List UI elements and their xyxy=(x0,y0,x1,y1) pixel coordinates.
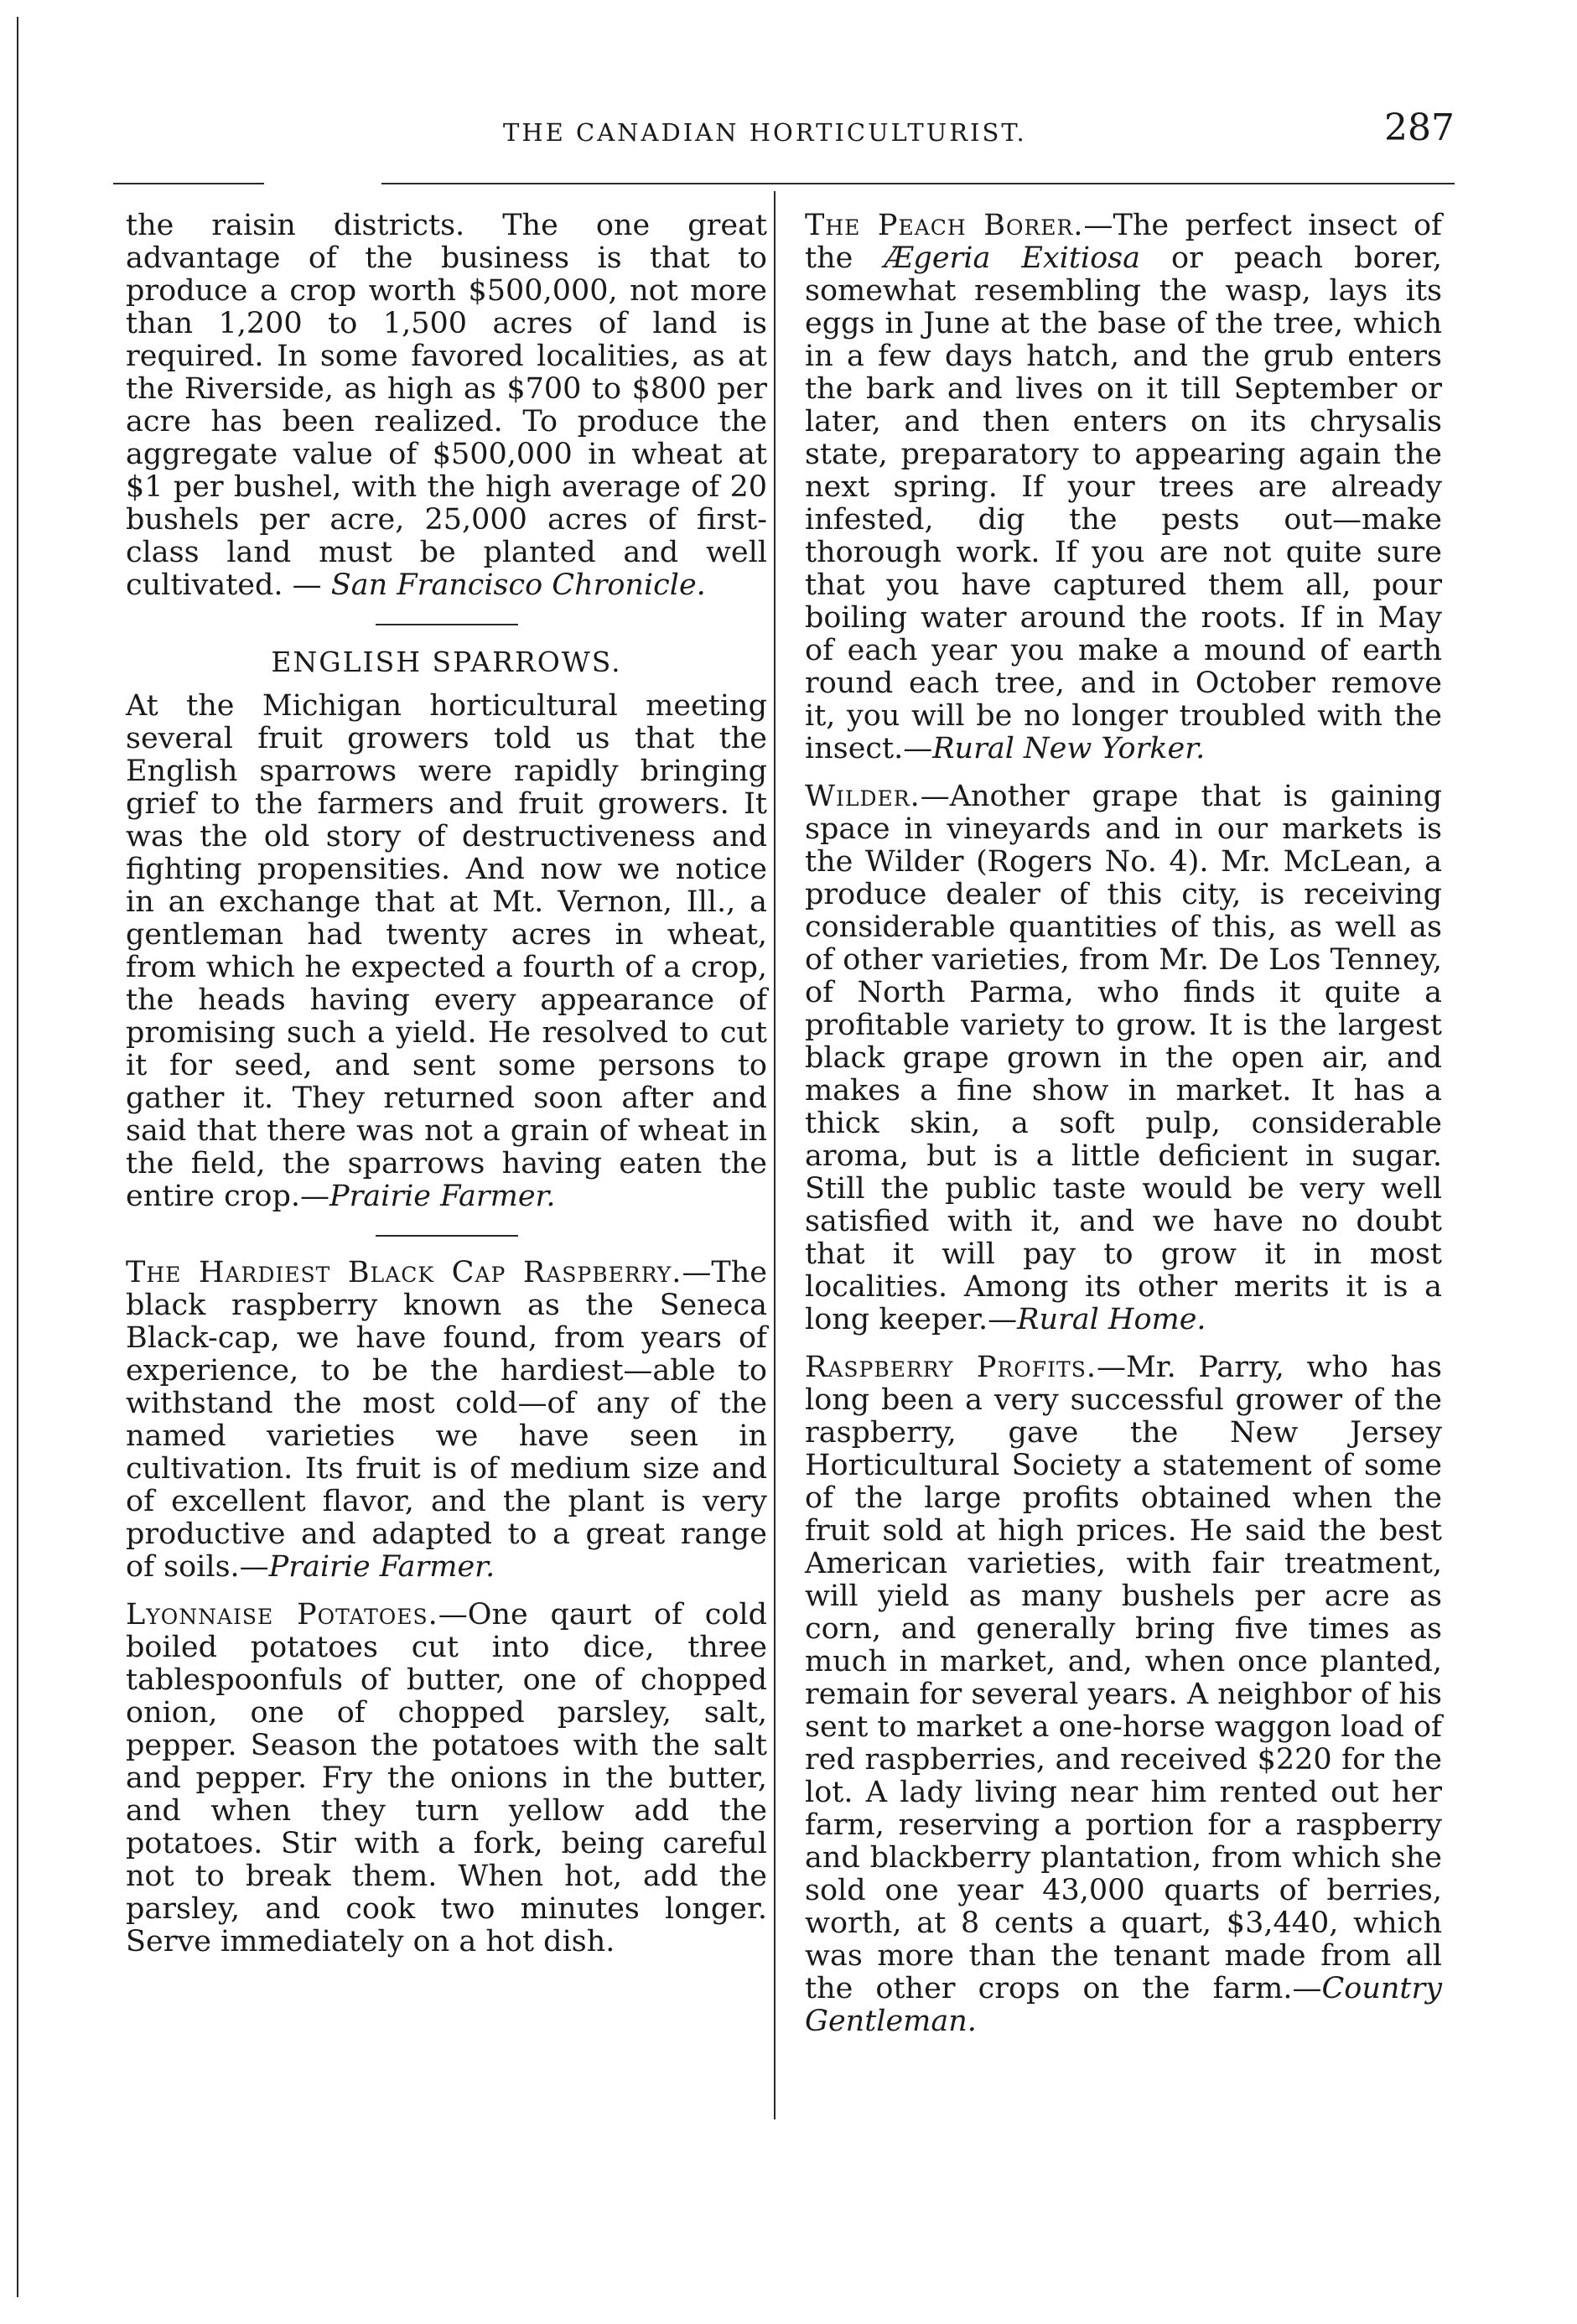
header-rule-right xyxy=(381,183,1455,184)
article-separator xyxy=(376,1235,518,1237)
header-rule-left xyxy=(113,183,264,184)
article-wilder-text: —Another grape that is gaining space in vineyards and in our markets is the Wilder (Rogers No. 4). Mr. McLean, a produce dealer of this city, is receiving considerable quantities of this, as well as of other varieties, from Mr. De Los Tenney, of North Parma, who finds it quite a profitable variety to grow. It is the largest black grape grown in the open air, and makes a fine show in market. It has a thick skin, a soft pulp, considerable aroma, but is a little deficient in sugar. Still the public taste would be very well satisfied with it, and we have no doubt that it will pay to grow it in most localities. Among its other merits it is a long keeper.— xyxy=(805,780,1442,1336)
article-peach-borer-lead: The Peach Borer. xyxy=(805,209,1084,242)
page-edge-line xyxy=(17,17,18,2297)
left-column xyxy=(126,210,767,1974)
article-peach-borer-text: or peach borer, somewhat resembling the wasp, lays its eggs in June at the base of the tree, which in a few days hatch, and the grub enters the bark and lives on it till September or later, and then enters on its chrysalis state, preparatory to appearing again the next spring. If your trees are already infested, dig the pests out—make thorough work. If you are not quite sure that you have captured them all, pour boiling water around the roots. If in May of each year you make a mound of earth round each tree, and in October remove it, you will be no longer troubled with the insect.— xyxy=(805,241,1443,765)
column-divider xyxy=(774,191,776,2119)
article-raspberry-profits xyxy=(805,1351,1442,2038)
article-peach-borer-species: Ægeria Exitiosa xyxy=(884,241,1141,275)
article-peach-borer xyxy=(805,210,1442,765)
article-raspberry-profits-source: Country Gentleman. xyxy=(805,1972,1442,2038)
article-heading-sparrows: ENGLISH SPARROWS. xyxy=(271,646,622,678)
article-sparrows-source: Prairie Farmer. xyxy=(329,1180,556,1213)
article-continued xyxy=(126,210,767,602)
article-continued-text: the raisin districts. The one great advantage of the business is that to produce a crop worth $500,000, not more than 1,200 to 1,500 acres of land is required. In some favored localities, as at the Riverside, as high as $700 to $800 per acre has been realized. To produce the aggregate value of $500,000 in wheat at $1 per bushel, with the high average of 20 bushels per acre, 25,000 acres of first-class land must be planted and well cultivated. — xyxy=(126,209,767,602)
article-raspberry-source: Prairie Farmer. xyxy=(268,1550,495,1584)
running-title: THE CANADIAN HORTICULTURIST. xyxy=(503,118,1027,147)
article-potatoes-lead: Lyonnaise Potatoes. xyxy=(126,1598,438,1631)
article-raspberry-profits-lead: Raspberry Profits. xyxy=(805,1351,1097,1384)
article-raspberry xyxy=(126,1257,767,1584)
article-wilder-lead: Wilder. xyxy=(805,780,921,813)
article-wilder xyxy=(805,781,1442,1336)
article-separator xyxy=(376,624,518,625)
article-raspberry-lead: The Hardiest Black Cap Raspberry. xyxy=(126,1256,682,1289)
article-wilder-source: Rural Home. xyxy=(1017,1303,1206,1336)
article-continued-source: San Francisco Chronicle. xyxy=(330,568,706,602)
article-raspberry-text: —The black raspberry known as the Seneca Black-cap, we have found, from years of experience, to be the hardiest—able to withstand the most cold—of any of the named varieties we have seen in cultivation. Its fruit is of medium size and of excellent flavor, and the plant is very productive and adapted to a great range of soils.— xyxy=(126,1256,767,1584)
article-sparrows-text: At the Michigan horticultural meeting several fruit growers told us that the English sparrows were rapidly bringing grief to the farmers and fruit growers. It was the old story of destructiveness and fighting propensities. And now we notice in an exchange that at Mt. Vernon, Ill., a gentleman had twenty acres in wheat, from which he expected a fourth of a crop, the heads having every appearance of promising such a yield. He resolved to cut it for seed, and sent some persons to gather it. They returned soon after and said that there was not a grain of wheat in the field, the sparrows having eaten the entire crop.— xyxy=(126,689,767,1213)
article-sparrows xyxy=(126,690,767,1213)
article-peach-borer-source: Rural New Yorker. xyxy=(932,732,1206,765)
article-potatoes-text: —One qaurt of cold boiled potatoes cut into dice, three tablespoonfuls of butter, one of chopped onion, one of chopped parsley, salt, pepper. Season the potatoes with the salt and pepper. Fry the onions in the butter, and when they turn yellow add the potatoes. Stir with a fork, being careful not to break them. When hot, add the parsley, and cook two minutes longer. Serve immediately on a hot dish. xyxy=(126,1598,767,1958)
article-peach-borer-text-before: —The perfect insect of the xyxy=(805,209,1442,275)
right-column xyxy=(805,210,1442,2053)
page-header xyxy=(113,105,1455,163)
article-potatoes xyxy=(126,1599,767,1958)
page-number: 287 xyxy=(1384,106,1455,149)
article-raspberry-profits-text: —Mr. Parry, who has long been a very successful grower of the raspberry, gave the New Jersey Horticultural Society a statement of some of the large profits obtained when the fruit sold at high prices. He said the best American varieties, with fair treatment, will yield as many bushels per acre as corn, and generally bring five times as much in market, and, when once planted, remain for several years. A neighbor of his sent to market a one-horse waggon load of red raspberries, and received $220 for the lot. A lady living near him rented out her farm, reserving a portion for a raspberry and blackberry plantation, from which she sold one year 43,000 quarts of berries, worth, at 8 cents a quart, $3,440, which was more than the tenant made from all the other crops on the farm.— xyxy=(805,1351,1442,2005)
